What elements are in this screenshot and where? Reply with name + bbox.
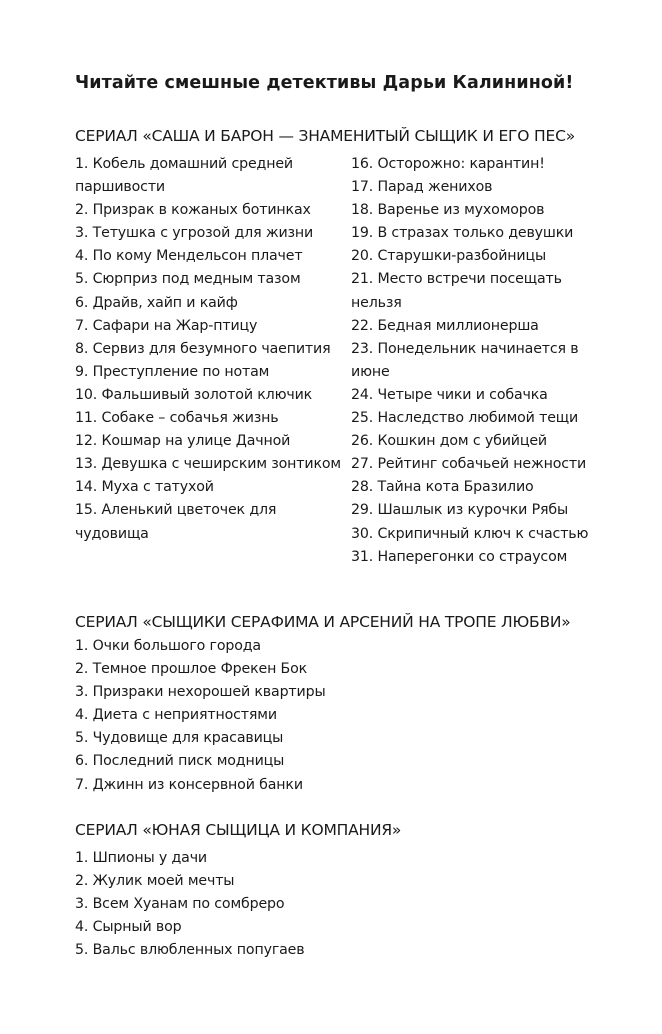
list-item: 3. Тетушка с угрозой для жизни — [75, 225, 314, 242]
list-item: 1. Шпионы у дачи — [75, 850, 207, 866]
list-item: 13. Девушка с чеширским зонтиком — [75, 456, 341, 473]
list-item: 5. Вальс влюбленных попугаев — [75, 942, 305, 959]
list-item: 5. Чудовище для красавицы — [75, 730, 284, 747]
series-title-young-detective: СЕРИАЛ «ЮНАЯ СЫЩИЦА И КОМПАНИЯ» — [75, 821, 402, 839]
list-item: 21. Место встречи посещать нельзя — [351, 271, 562, 311]
list-item: 4. По кому Мендельсон плачет — [75, 248, 303, 265]
list-item: 2. Жулик моей мечты — [75, 873, 235, 890]
list-item: 2. Призрак в кожаных ботинках — [75, 202, 311, 219]
series-1-list-left — [75, 153, 345, 546]
list-item: 29. Шашлык из курочки Рябы — [351, 502, 569, 519]
series-title-serafima-arseniy: СЕРИАЛ «СЫЩИКИ СЕРАФИМА И АРСЕНИЙ НА ТРОПЕ ЛЮБВИ» — [75, 613, 571, 631]
series-2-list — [75, 635, 635, 797]
list-item: 6. Драйв, хайп и кайф — [75, 294, 238, 311]
page-title: Читайте смешные детективы Дарьи Калининой! — [75, 73, 574, 93]
list-item: 5. Сюрприз под медным тазом — [75, 271, 301, 288]
series-1-list-right — [351, 153, 616, 569]
list-item: 16. Осторожно: карантин! — [351, 156, 545, 172]
series-3-list — [75, 847, 635, 962]
list-item: 8. Сервиз для безумного чаепития — [75, 340, 331, 357]
list-item: 12. Кошмар на улице Дачной — [75, 433, 291, 450]
list-item: 9. Преступление по нотам — [75, 363, 270, 380]
list-item: 1. Очки большого города — [75, 638, 261, 654]
list-item: 4. Сырный вор — [75, 919, 182, 936]
list-item: 7. Джинн из консервной банки — [75, 776, 303, 793]
list-item: 17. Парад женихов — [351, 179, 493, 196]
list-item: 11. Собаке – собачья жизнь — [75, 410, 279, 427]
list-item: 3. Призраки нехорошей квартиры — [75, 684, 326, 701]
list-item: 24. Четыре чики и собачка — [351, 386, 548, 403]
list-item: 27. Рейтинг собачьей нежности — [351, 456, 587, 473]
list-item: 7. Сафари на Жар-птицу — [75, 317, 258, 334]
list-item: 25. Наследство любимой тещи — [351, 410, 579, 427]
list-item: 15. Аленький цветочек для чудовища — [75, 502, 277, 542]
list-item: 19. В стразах только девушки — [351, 225, 574, 242]
list-item: 2. Темное прошлое Фрекен Бок — [75, 661, 308, 678]
list-item: 22. Бедная миллионерша — [351, 317, 539, 334]
list-item: 14. Муха с татухой — [75, 479, 214, 496]
list-item: 4. Диета с неприятностями — [75, 707, 277, 724]
list-item: 30. Скрипичный ключ к счастью — [351, 525, 589, 542]
list-item: 1. Кобель домашний средней паршивости — [75, 156, 293, 196]
list-item: 3. Всем Хуанам по сомбреро — [75, 896, 285, 913]
list-item: 28. Тайна кота Бразилио — [351, 479, 534, 496]
list-item: 10. Фальшивый золотой ключик — [75, 386, 313, 403]
list-item: 31. Наперегонки со страусом — [351, 548, 568, 565]
list-item: 23. Понедельник начинается в июне — [351, 340, 579, 380]
list-item: 26. Кошкин дом с убийцей — [351, 433, 547, 450]
list-item: 6. Последний писк модницы — [75, 753, 285, 770]
series-title-sasha-baron: СЕРИАЛ «САША И БАРОН — ЗНАМЕНИТЫЙ СЫЩИК И ЕГО ПЕС» — [75, 127, 575, 145]
list-item: 20. Старушки-разбойницы — [351, 248, 547, 265]
list-item: 18. Варенье из мухоморов — [351, 202, 545, 219]
